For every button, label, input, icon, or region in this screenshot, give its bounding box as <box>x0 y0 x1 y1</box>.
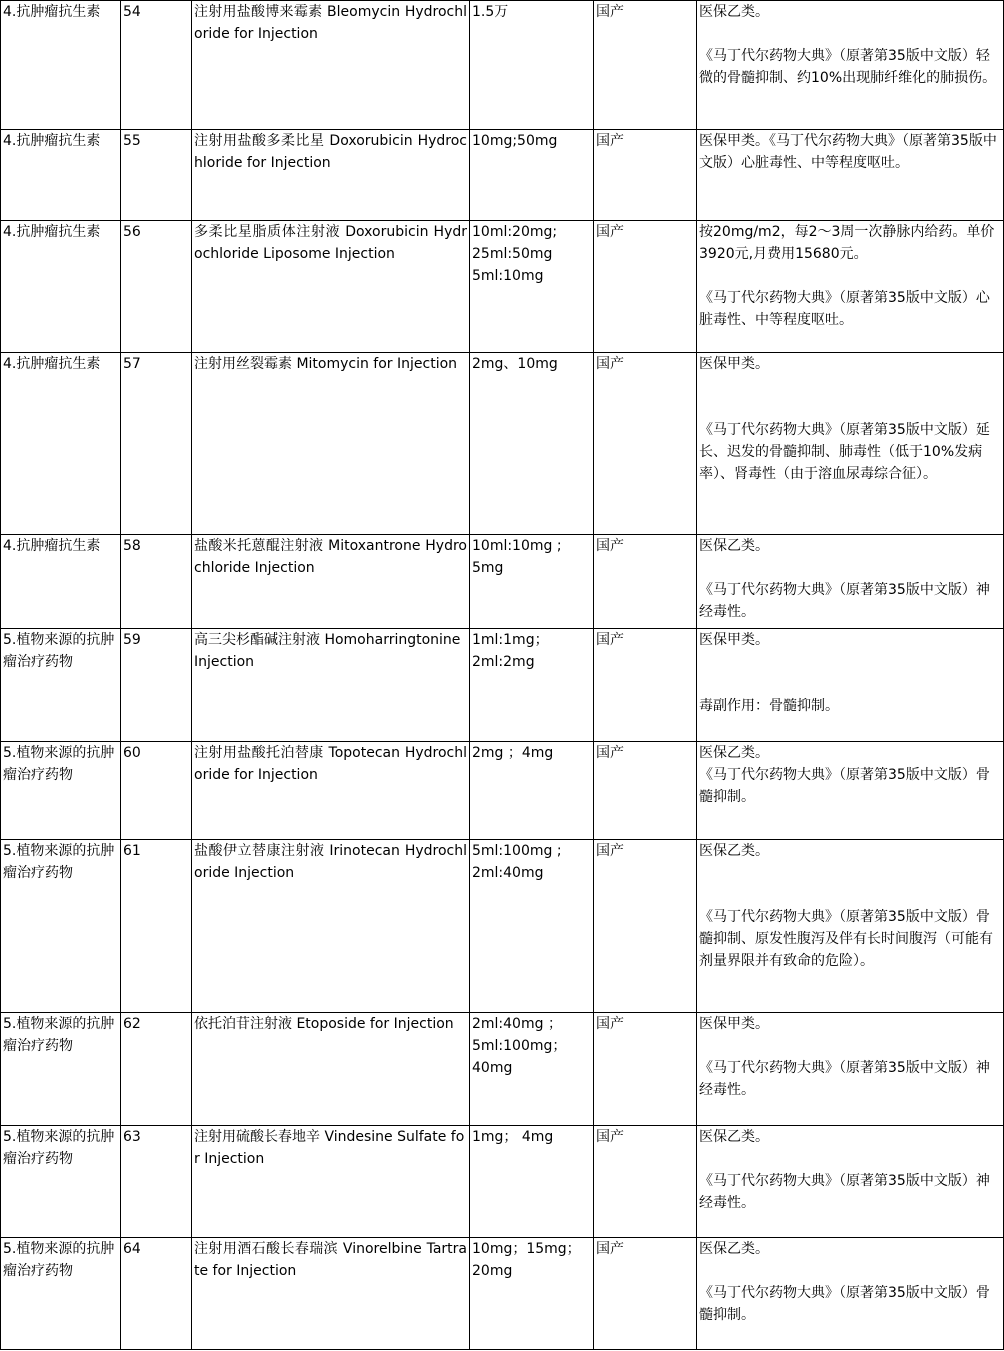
notes-cell: 医保乙类。 《马丁代尔药物大典》（原著第35版中文版）神经毒性。 <box>697 535 1004 629</box>
origin-cell: 国产 <box>594 629 697 742</box>
table-row <box>1 629 1004 742</box>
number-cell: 64 <box>121 1238 192 1350</box>
category-cell: 5.植物来源的抗肿瘤治疗药物 <box>1 1238 121 1350</box>
spec-cell: 2ml:40mg ； 5ml:100mg； 40mg <box>470 1013 594 1126</box>
origin-cell: 国产 <box>594 535 697 629</box>
number-cell: 59 <box>121 629 192 742</box>
drug-name-cell: 依托泊苷注射液 Etoposide for Injection <box>192 1013 470 1126</box>
notes-cell: 医保乙类。 《马丁代尔药物大典》（原著第35版中文版）轻微的骨髓抑制、约10%出现肺纤维化的肺损伤。 <box>697 1 1004 130</box>
spec-cell: 10ml:10mg ; 5mg <box>470 535 594 629</box>
notes-cell: 医保乙类。 《马丁代尔药物大典》（原著第35版中文版）神经毒性。 <box>697 1126 1004 1238</box>
spec-cell: 1mg； 4mg <box>470 1126 594 1238</box>
table-row <box>1 1 1004 130</box>
number-cell: 62 <box>121 1013 192 1126</box>
table-row <box>1 742 1004 840</box>
table-row <box>1 535 1004 629</box>
category-cell: 4.抗肿瘤抗生素 <box>1 221 121 353</box>
table-row <box>1 353 1004 535</box>
origin-cell: 国产 <box>594 1238 697 1350</box>
notes-cell: 医保乙类。 《马丁代尔药物大典》（原著第35版中文版）骨髓抑制、原发性腹泻及伴有长时间腹泻（可能有剂量界限并有致命的危险）。 <box>697 840 1004 1013</box>
category-cell: 4.抗肿瘤抗生素 <box>1 535 121 629</box>
drug-name-cell: 注射用盐酸博来霉素 Bleomycin Hydrochloride for Injection <box>192 1 470 130</box>
spec-cell: 1ml:1mg； 2ml:2mg <box>470 629 594 742</box>
drug-name-cell: 盐酸米托蒽醌注射液 Mitoxantrone Hydrochloride Injection <box>192 535 470 629</box>
table-row <box>1 221 1004 353</box>
notes-cell: 医保乙类。 《马丁代尔药物大典》（原著第35版中文版）骨髓抑制。 <box>697 742 1004 840</box>
spec-cell: 2mg ；4mg <box>470 742 594 840</box>
number-cell: 58 <box>121 535 192 629</box>
notes-cell: 医保甲类。《马丁代尔药物大典》（原著第35版中文版）心脏毒性、中等程度呕吐。 <box>697 130 1004 221</box>
origin-cell: 国产 <box>594 1126 697 1238</box>
number-cell: 60 <box>121 742 192 840</box>
notes-cell: 医保乙类。 《马丁代尔药物大典》（原著第35版中文版）骨髓抑制。 <box>697 1238 1004 1350</box>
origin-cell: 国产 <box>594 221 697 353</box>
table-row <box>1 1238 1004 1350</box>
number-cell: 63 <box>121 1126 192 1238</box>
number-cell: 61 <box>121 840 192 1013</box>
drug-name-cell: 注射用盐酸多柔比星 Doxorubicin Hydrochloride for Injection <box>192 130 470 221</box>
number-cell: 54 <box>121 1 192 130</box>
category-cell: 4.抗肿瘤抗生素 <box>1 130 121 221</box>
origin-cell: 国产 <box>594 742 697 840</box>
origin-cell: 国产 <box>594 1013 697 1126</box>
table-row <box>1 840 1004 1013</box>
table-row <box>1 1126 1004 1238</box>
category-cell: 4.抗肿瘤抗生素 <box>1 1 121 130</box>
notes-cell: 按20mg/m2，每2～3周一次静脉内给药。单价3920元,月费用15680元。 《马丁代尔药物大典》（原著第35版中文版）心脏毒性、中等程度呕吐。 <box>697 221 1004 353</box>
spec-cell: 10mg;50mg <box>470 130 594 221</box>
origin-cell: 国产 <box>594 353 697 535</box>
notes-cell: 医保甲类。 《马丁代尔药物大典》（原著第35版中文版）延长、迟发的骨髓抑制、肺毒性（低于10%发病率）、肾毒性（由于溶血尿毒综合征）。 <box>697 353 1004 535</box>
spec-cell: 5ml:100mg ; 2ml:40mg <box>470 840 594 1013</box>
drug-name-cell: 注射用丝裂霉素 Mitomycin for Injection <box>192 353 470 535</box>
spec-cell: 10mg；15mg； 20mg <box>470 1238 594 1350</box>
spec-cell: 1.5万 <box>470 1 594 130</box>
origin-cell: 国产 <box>594 130 697 221</box>
drug-name-cell: 注射用酒石酸长春瑞滨 Vinorelbine Tartrate for Injection <box>192 1238 470 1350</box>
category-cell: 5.植物来源的抗肿瘤治疗药物 <box>1 629 121 742</box>
drug-name-cell: 注射用硫酸长春地辛 Vindesine Sulfate for Injection <box>192 1126 470 1238</box>
drug-name-cell: 注射用盐酸托泊替康 Topotecan Hydrochloride for Injection <box>192 742 470 840</box>
notes-cell: 医保甲类。 《马丁代尔药物大典》（原著第35版中文版）神经毒性。 <box>697 1013 1004 1126</box>
number-cell: 57 <box>121 353 192 535</box>
drug-name-cell: 盐酸伊立替康注射液 Irinotecan Hydrochloride Injection <box>192 840 470 1013</box>
category-cell: 5.植物来源的抗肿瘤治疗药物 <box>1 1126 121 1238</box>
spec-cell: 10ml:20mg; 25ml:50mg 5ml:10mg <box>470 221 594 353</box>
drug-name-cell: 多柔比星脂质体注射液 Doxorubicin Hydrochloride Liposome Injection <box>192 221 470 353</box>
category-cell: 5.植物来源的抗肿瘤治疗药物 <box>1 742 121 840</box>
table-row <box>1 1013 1004 1126</box>
category-cell: 4.抗肿瘤抗生素 <box>1 353 121 535</box>
category-cell: 5.植物来源的抗肿瘤治疗药物 <box>1 1013 121 1126</box>
origin-cell: 国产 <box>594 840 697 1013</box>
category-cell: 5.植物来源的抗肿瘤治疗药物 <box>1 840 121 1013</box>
number-cell: 56 <box>121 221 192 353</box>
spec-cell: 2mg、10mg <box>470 353 594 535</box>
table-row <box>1 130 1004 221</box>
origin-cell: 国产 <box>594 1 697 130</box>
number-cell: 55 <box>121 130 192 221</box>
notes-cell: 医保甲类。 毒副作用：骨髓抑制。 <box>697 629 1004 742</box>
drug-name-cell: 高三尖杉酯碱注射液 Homoharringtonine Injection <box>192 629 470 742</box>
